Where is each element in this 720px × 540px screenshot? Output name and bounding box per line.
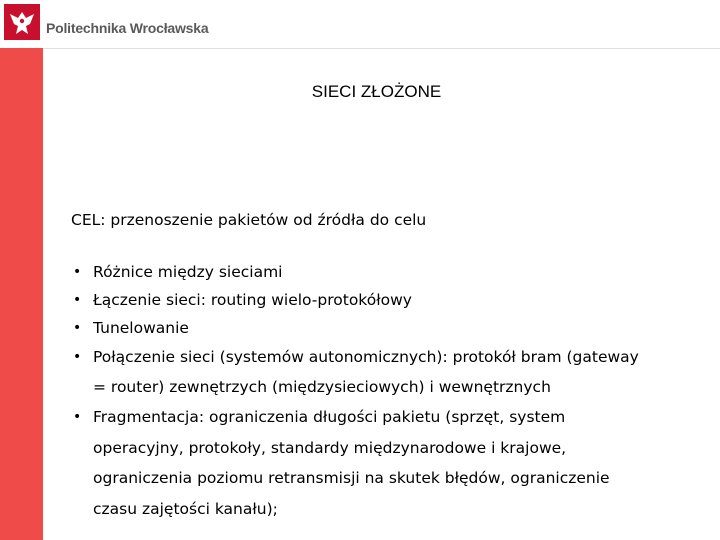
bullet-text: Tunelowanie — [93, 319, 189, 337]
bullet-text: Różnice między sieciami — [93, 263, 283, 281]
bullet-text-continued: czasu zajętości kanału); — [93, 499, 278, 518]
list-item — [71, 258, 720, 286]
list-item — [71, 286, 720, 314]
bullet-dot-icon: • — [73, 320, 82, 336]
brand-name: Politechnika Wrocławska — [46, 20, 209, 36]
bullet-text-continued: ograniczenia poziomu retransmisji na skutek błędów, ograniczenie — [93, 469, 610, 487]
bullet-list — [71, 258, 720, 524]
slide-title: SIECI ZŁOŻONE — [311, 82, 442, 101]
bullet-text: Połączenie sieci (systemów autonomicznych): protokół bram (gateway — [93, 348, 639, 366]
bullet-text: Fragmentacja: ograniczenia długości pakietu (sprzęt, system — [93, 408, 566, 426]
list-item — [71, 314, 720, 342]
goal-statement: CEL: przenoszenie pakietów od źródła do celu — [71, 211, 427, 229]
bullet-text: Łączenie sieci: routing wielo-protokółowy — [93, 291, 412, 309]
bullet-dot-icon: • — [73, 409, 82, 425]
bullet-text-continued: operacyjny, protokoły, standardy międzynarodowe i krajowe, — [93, 438, 567, 457]
list-item — [71, 342, 720, 402]
bullet-text-continued: = router) zewnętrzych (międzysieciowych) i wewnętrznych — [93, 378, 551, 396]
bullet-dot-icon: • — [73, 264, 82, 280]
bullet-dot-icon: • — [73, 349, 82, 365]
bullet-dot-icon: • — [73, 292, 82, 308]
accent-side-bar — [0, 48, 43, 540]
eagle-icon — [4, 4, 40, 40]
header-bar — [0, 0, 720, 49]
list-item — [71, 402, 720, 524]
